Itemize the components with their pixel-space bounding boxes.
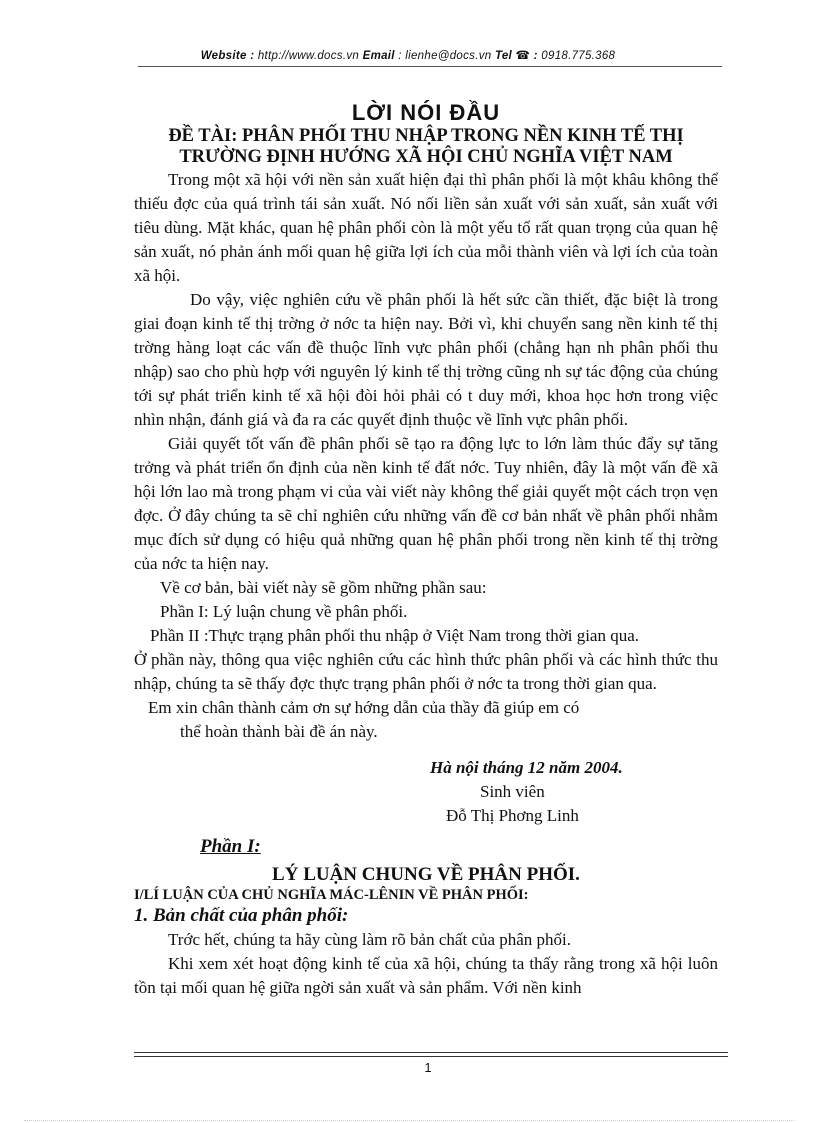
tel-value: 0918.775.368 (537, 50, 616, 62)
subtitle-line-2: TRƯỜNG ĐỊNH HƯỚNG XÃ HỘI CHỦ NGHĨA VIỆT NAM (179, 147, 673, 167)
section-heading: LÝ LUẬN CHUNG VỀ PHÂN PHỐI. (272, 864, 580, 885)
page-header (0, 48, 816, 62)
signature-name: Đỗ Thị Phơng Linh (446, 806, 579, 825)
paragraph: Do vậy, việc nghiên cứu về phân phối là hết sức cần thiết, đặc biệt là trong giai đoạn kinh tế thị trờng ở nớc ta hiện nay. Bởi vì, khi chuyển sang nền kinh tế thị trờng hàng loạt các vấn đề thuộc lĩnh vực phân phối (chẳng hạn nh phân phối thu nhập) sao cho phù hợp với nguyên lý kinh tế thị trờng cũng nh sự tác động của chúng tới sự phát triển kinh tế xã hội đòi hỏi phải có t duy mới, khoa học hơn trong việc nhìn nhận, đánh giá và đa ra các quyết định thuộc về lĩnh vực phân phối. (134, 290, 718, 429)
paragraph: Trớc hết, chúng ta hãy cùng làm rõ bản chất của phân phối. (168, 930, 572, 949)
email-value: : lienhe@docs.vn (394, 50, 495, 62)
paragraph: thể hoàn thành bài đề án này. (180, 722, 378, 741)
part-heading: Phần I: (200, 836, 261, 857)
paragraph: Em xin chân thành cảm ơn sự hớng dẫn của thầy đã giúp em có (148, 698, 580, 717)
paragraph: Khi xem xét hoạt động kinh tế của xã hội, chúng ta thấy rằng trong xã hội luôn tồn tại mối quan hệ giữa ngời sản xuất và sản phẩm. Với nền kinh (134, 954, 718, 997)
subtitle-line-1: ĐỀ TÀI: PHÂN PHỐI THU NHẬP TRONG NỀN KINH TẾ THỊ (168, 126, 684, 146)
paragraph: Trong một xã hội với nền sản xuất hiện đại thì phân phối là một khâu không thể thiếu đợc của quá trình tái sản xuất. Nó nối liền sản xuất với sản xuất, sản xuất với tiêu dùng. Mặt khác, quan hệ phân phối còn là một yếu tố rất quan trọng của quan hệ sản xuất, nó phản ánh mối quan hệ giữa lợi ích của mỗi thành viên và lợi ích của toàn xã hội. (134, 170, 718, 285)
paragraph: Phần I: Lý luận chung về phân phối. (160, 602, 408, 621)
email-label: Email (362, 50, 395, 62)
paragraph: Về cơ bản, bài viết này sẽ gồm những phần sau: (160, 578, 487, 597)
footer-divider (134, 1052, 728, 1053)
paragraph: Giải quyết tốt vấn đề phân phối sẽ tạo ra động lực to lớn làm thúc đẩy sự tăng trởng và phát triển ổn định của nền kinh tế đất nớc. Tuy nhiên, đây là một vấn đề xã hội lớn lao mà trong phạm vi của vài viết này không thể giải quyết một cách trọn vẹn đợc. Ở đây chúng ta sẽ chỉ nghiên cứu những vấn đề cơ bản nhất về phân phối nhằm mục đích sử dụng có hiệu quả những quan hệ phân phối trong nền kinh tế thị trờng của nớc ta hiện nay. (134, 434, 718, 573)
document-body (134, 100, 718, 1000)
website-label: Website : (200, 50, 255, 62)
paragraph: Phần II :Thực trạng phân phối thu nhập ở Việt Nam trong thời gian qua. (150, 626, 640, 645)
page-bottom-dotted-line (24, 1120, 794, 1121)
signature-date: Hà nội tháng 12 năm 2004. (430, 758, 623, 777)
header-divider (138, 66, 722, 67)
signature-role: Sinh viên (480, 782, 545, 801)
subsection-heading: I/LÍ LUẬN CỦA CHỦ NGHĨA MÁC-LÊNIN VỀ PHÂN PHỐI: (134, 887, 529, 903)
website-value: http://www.docs.vn (254, 50, 363, 62)
document-title: LỜI NÓI ĐẦU (351, 100, 501, 125)
subsubsection-heading: 1. Bản chất của phân phối: (134, 905, 349, 926)
tel-label: Tel ☎ : (494, 50, 538, 62)
footer-divider (134, 1056, 728, 1057)
paragraph: Ở phần này, thông qua việc nghiên cứu các hình thức phân phối và các hình thức thu nhập, chúng ta sẽ thấy đợc thực trạng phân phối ở nớc ta trong thời gian qua. (134, 650, 718, 693)
page-number: 1 (424, 1060, 432, 1075)
